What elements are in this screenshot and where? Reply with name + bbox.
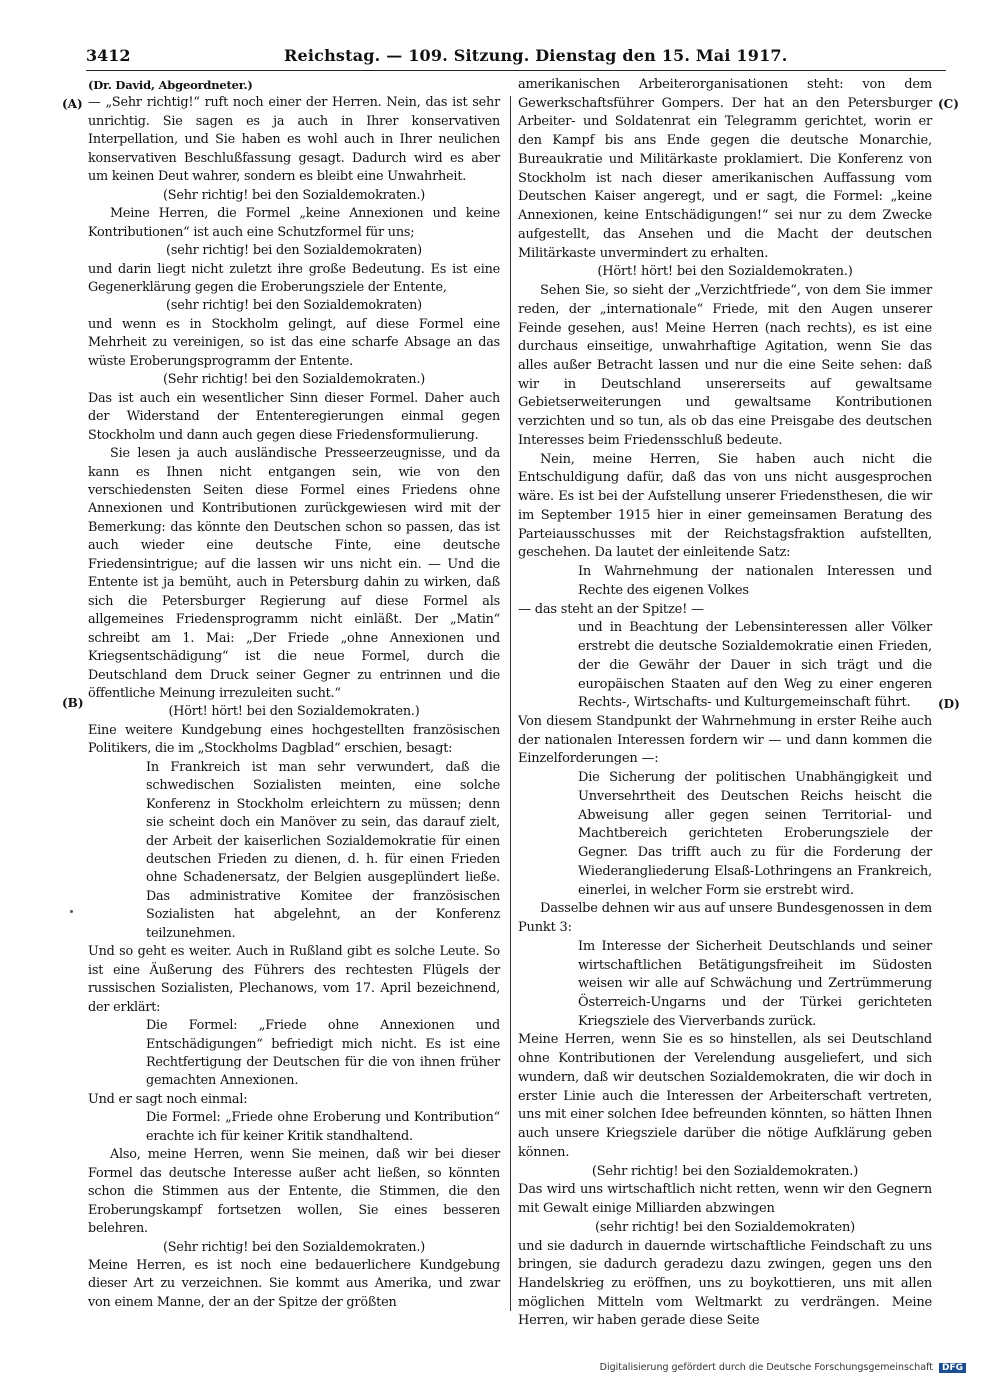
block-quote: Im Interesse der Sicherheit Deutschlands und seiner wirtschaftlichen Betätigungsfreiheit im Südosten weisen wir alle auf Schwächung und Zertrümmerung Österreich-Ungarns und der Türkei gerichteten Kriegsziele des Vierverbands zurück. bbox=[578, 938, 932, 1029]
block-quote: Die Formel: „Friede ohne Annexionen und Entschädigungen“ befriedigt mich nicht. Es ist eine Rechtfertigung der Deutschen für die von ihnen früher gemachten Annexionen. bbox=[146, 1018, 500, 1089]
block-quote: In Wahrnehmung der nationalen Interessen und Rechte des eigenen Volkes bbox=[578, 564, 932, 598]
paragraph: Meine Herren, die Formel „keine Annexionen und keine Kontributionen“ ist auch eine Schutzformel für uns; bbox=[88, 206, 500, 240]
block-quote: In Frankreich ist man sehr verwundert, daß die schwedischen Sozialisten meinten, eine solche Konferenz in Stockholm erleichtern zu müssen; denn sie scheint doch ein Manöver zu sein, das darauf zielt, der Arbeit der kaiserlichen Sozialdemokratie für einen deutschen Frieden zu dienen, d. h. für einen Frieden ohne Schadenersatz, der Belgien ausgeplündert ließe. Das administrative Komitee der französischen Sozialisten hat abgelehnt, an der Konferenz teilzunehmen. bbox=[146, 759, 500, 941]
left-column bbox=[88, 76, 500, 1312]
footer-text: Digitalisierung gefördert durch die Deutsche Forschungsgemeinschaft bbox=[599, 1362, 933, 1373]
page-header bbox=[86, 44, 946, 71]
interjection: (Hört! hört! bei den Sozialdemokraten.) bbox=[597, 264, 853, 280]
digitization-footer bbox=[600, 1362, 966, 1373]
speaker-label: (Dr. David, Abgeordneter.) bbox=[88, 78, 253, 92]
paragraph: Das ist auch ein wesentlicher Sinn dieser Formel. Daher auch der Widerstand der Ententeregierungen einmal gegen Stockholm und dann auch gegen diese Friedensformulierung. bbox=[88, 390, 500, 443]
dfg-logo-icon: DFG bbox=[939, 1363, 966, 1373]
column-divider bbox=[510, 96, 511, 1311]
interjection: (sehr richtig! bei den Sozialdemokraten) bbox=[166, 298, 422, 314]
paragraph: Sehen Sie, so sieht der „Verzichtfriede“, von dem Sie immer reden, der „internationale“ Friede, mit den Augen unserer Feinde gesehen, aus! Meine Herren (nach rechts), es ist eine durchaus einseitige, unwahrhaftige Agitation, wenn Sie das alles außer Betracht lassen und nur die eine Seite sehen: daß wir in Deutschland unsererseits auf gewaltsame Gebietserweiterungen und gewaltsame Kontributionen verzichten und so tun, als ob das eine Preisgabe des deutschen Interesses beim Friedensschluß bedeute. bbox=[518, 283, 932, 448]
right-column bbox=[518, 76, 932, 1331]
interjection: (Sehr richtig! bei den Sozialdemokraten.) bbox=[163, 187, 425, 203]
paragraph: — „Sehr richtig!“ ruft noch einer der Herren. Nein, das ist sehr unrichtig. Sie sagen es ja auch in Ihrer konservativen Interpellation, und Sie haben es wohl auch in Ihrer neulichen konservativen Beschlußfassung gesagt. Dadurch wird es aber um keinen Deut wahrer, sondern es bleibt eine Unwahrheit. bbox=[88, 95, 500, 185]
paragraph: Und er sagt noch einmal: bbox=[88, 1091, 248, 1107]
paragraph: Meine Herren, es ist noch eine bedauerlichere Kundgebung dieser Art zu verzeichnen. Sie kommt aus Amerika, und zwar von einem Manne, der an der Spitze der größten bbox=[88, 1258, 500, 1310]
paragraph: Eine weitere Kundgebung eines hochgestellten französischen Politikers, die im „Stockholms Dagblad“ erschien, besagt: bbox=[88, 722, 500, 757]
interjection: (Hört! hört! bei den Sozialdemokraten.) bbox=[168, 704, 420, 720]
interjection: (Sehr richtig! bei den Sozialdemokraten.) bbox=[591, 1163, 859, 1179]
interjection: (sehr richtig! bei den Sozialdemokraten) bbox=[166, 243, 422, 259]
margin-marker-a: (A) bbox=[62, 97, 83, 111]
margin-marker-c: (C) bbox=[938, 97, 959, 111]
paragraph: — das steht an der Spitze! — bbox=[518, 601, 704, 617]
page-title: Reichstag. — 109. Sitzung. Dienstag den 15. Mai 1917. bbox=[284, 46, 788, 65]
paragraph: Also, meine Herren, wenn Sie meinen, daß wir bei dieser Formel das deutsche Interesse außer acht ließen, so könnten schon die Stimmen aus der Entente, die Stimmen, die den Eroberungskampf fortsetzen wollen, Sie eines besseren belehren. bbox=[88, 1147, 500, 1237]
interjection: (Sehr richtig! bei den Sozialdemokraten.) bbox=[163, 372, 425, 388]
interjection: (sehr richtig! bei den Sozialdemokraten) bbox=[594, 1219, 856, 1235]
margin-dot bbox=[70, 910, 73, 913]
paragraph: Das wird uns wirtschaftlich nicht retten, wenn wir den Gegnern mit Gewalt einige Milliarden abzwingen bbox=[518, 1182, 932, 1217]
interjection: (Sehr richtig! bei den Sozialdemokraten.) bbox=[163, 1239, 425, 1255]
margin-marker-d: (D) bbox=[938, 697, 960, 711]
paragraph: Dasselbe dehnen wir aus auf unsere Bundesgenossen in dem Punkt 3: bbox=[518, 901, 932, 936]
margin-marker-b: (B) bbox=[62, 696, 84, 710]
paragraph: und darin liegt nicht zuletzt ihre große Bedeutung. Es ist eine Gegenerklärung gegen die Eroberungsziele der Entente, bbox=[88, 261, 500, 295]
paragraph: Nein, meine Herren, Sie haben auch nicht die Entschuldigung dafür, daß das von uns nicht ausgesprochen wäre. Es ist bei der Aufstellung unserer Friedensthesen, die wir im September 1915 hier in einer gemeinsamen Beratung des Parteiausschusses mit der Reichstagsfraktion aufstellten, geschehen. Da lautet der einleitende Satz: bbox=[518, 451, 932, 561]
paragraph: und sie dadurch in dauernde wirtschaftliche Feindschaft zu uns bringen, sie dadurch geradezu dazu zwingen, gegen uns den Handelskrieg zu eröffnen, uns zu boykottieren, uns mit allen möglichen Mitteln vom Weltmarkt zu verdrängen. Meine Herren, wir haben gerade diese Seite bbox=[518, 1238, 932, 1329]
block-quote: Die Sicherung der politischen Unabhängigkeit und Unversehrtheit des Deutschen Reichs heischt die Abweisung aller gegen seinen Territorial- und Machtbereich gerichteten Eroberungsziele der Gegner. Das trifft auch zu für die Forderung der Wiederangliederung Elsaß-Lothringens an Frankreich, einerlei, in welcher Form sie erstrebt wird. bbox=[578, 770, 932, 898]
paragraph: amerikanischen Arbeiterorganisationen steht: von dem Gewerkschaftsführer Gompers. Der hat an den Petersburger Arbeiter- und Soldatenrat ein Telegramm gerichtet, worin er den Kampf bis ans Ende gegen die deutsche Monarchie, Bureaukratie und Militärkaste proklamiert. Die Konferenz von Stockholm ist nach dieser amerikanischen Auffassung vom Deutschen Kaiser angeregt, und er sagt, die Formel: „keine Annexionen, keine Entschädigungen!“ sei nur zu dem Zwecke aufgestellt, das Ansehen und die Macht der deutschen Militärkaste unvermindert zu erhalten. bbox=[518, 77, 932, 261]
block-quote: und in Beachtung der Lebensinteressen aller Völker erstrebt die deutsche Sozialdemokratie einen Frieden, der die Gewähr der Dauer in sich trägt und die europäischen Staaten auf den Weg zu einer engeren Rechts-, Wirtschafts- und Kulturgemeinschaft führt. bbox=[578, 620, 932, 711]
page-number: 3412 bbox=[86, 46, 131, 65]
paragraph: Meine Herren, wenn Sie es so hinstellen, als sei Deutschland ohne Kontributionen der Verelendung ausgeliefert, und sich wundern, daß wir deutschen Sozialdemokraten, die wir doch in erster Linie auch die Interessen der Arbeiterschaft vertreten, uns mit einer solchen Idee befreunden könnten, so hätten Ihnen auch unsere Kriegsziele darüber die nötige Aufklärung geben können. bbox=[518, 1032, 932, 1160]
paragraph: Und so geht es weiter. Auch in Rußland gibt es solche Leute. So ist eine Äußerung des Führers des rechtesten Flügels der russischen Sozialisten, Plechanows, vom 17. April bezeichnend, der erklärt: bbox=[88, 944, 500, 1015]
paragraph: Sie lesen ja auch ausländische Presseerzeugnisse, und da kann es Ihnen nicht entgangen sein, wie von den verschiedensten Seiten diese Formel eines Friedens ohne Annexionen und Kontributionen zurückgewiesen wird mit der Bemerkung: das könnte den Deutschen schon so passen, das ist auch wieder eine deutsche Finte, eine deutsche Friedensintrigue; auf die lassen wir uns nicht ein. — Und die Entente ist ja bemüht, auch in Petersburg dahin zu wirken, daß sich die Petersburger Regierung auf diese Formel als allgemeines Friedensprogramm nicht einläßt. Der „Matin“ schreibt am 1. Mai: „Der Friede „ohne Annexionen und Kriegsentschädigung“ ist die neue Formel, durch die Deutschland dem Druck seiner Gegner zu entrinnen und die öffentliche Meinung irrezuleiten sucht.“ bbox=[88, 446, 500, 701]
paragraph: und wenn es in Stockholm gelingt, auf diese Formel eine Mehrheit zu vereinigen, so ist das eine scharfe Absage an das wüste Eroberungsprogramm der Entente. bbox=[88, 316, 500, 369]
paragraph: Von diesem Standpunkt der Wahrnehmung in erster Reihe auch der nationalen Interessen fordern wir — und dann kommen die Einzelforderungen —: bbox=[518, 713, 932, 767]
block-quote: Die Formel: „Friede ohne Eroberung und Kontribution“ erachte ich für keiner Kritik standhaltend. bbox=[146, 1110, 500, 1144]
